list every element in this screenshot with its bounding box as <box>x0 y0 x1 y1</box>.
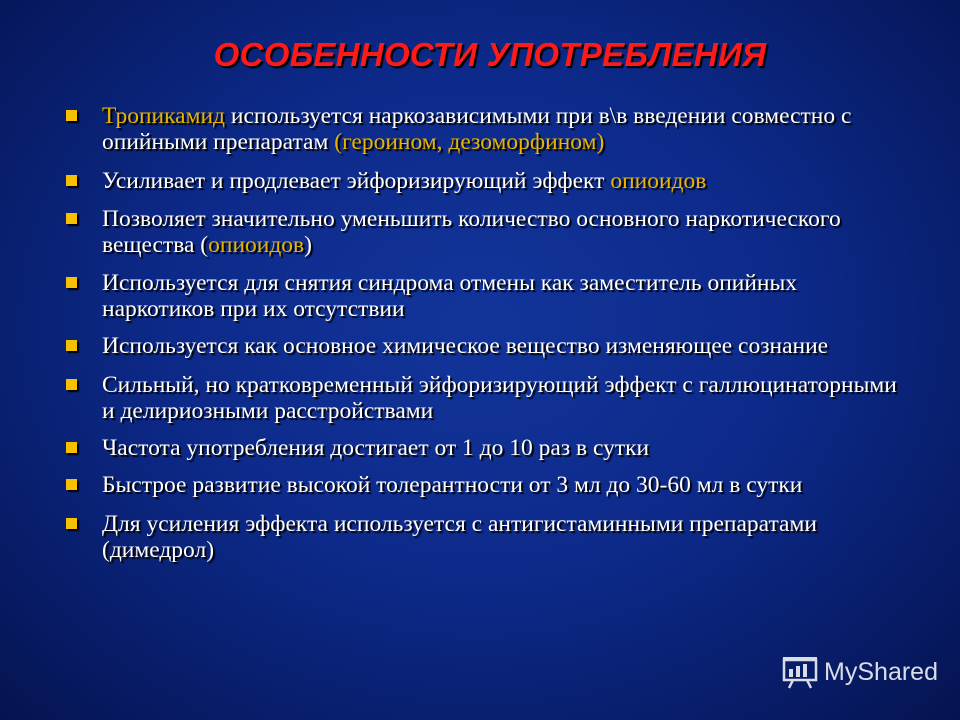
bullet-text: Используется для снятия синдрома отмены как заместитель опийных наркотиков при их отсутствии <box>102 270 798 322</box>
bullet-square-icon <box>66 110 77 121</box>
bullet-text: ) <box>304 232 312 258</box>
bullet-square-icon <box>66 379 77 390</box>
bullet-text: используется наркозависимыми при в\в введении совместно с опийными препаратам <box>102 103 852 155</box>
highlighted-text: (героином, дезоморфином) <box>334 129 605 155</box>
watermark-text: MyShared <box>824 657 938 686</box>
highlighted-text: Тропикамид <box>102 103 226 129</box>
bullet-item <box>66 372 906 424</box>
highlighted-text: опиоидов <box>208 232 305 258</box>
bullet-text: Для усиления эффекта используется с антигистаминными препаратами (димедрол) <box>102 511 817 563</box>
bullet-square-icon <box>66 518 77 529</box>
bullet-square-icon <box>66 442 77 453</box>
presentation-board-icon <box>782 655 818 689</box>
bullet-square-icon <box>66 340 77 351</box>
bullet-square-icon <box>66 175 77 186</box>
slide-title: ОСОБЕННОСТИ УПОТРЕБЛЕНИЯ <box>213 36 767 73</box>
bullet-text: Усиливает и продлевает эйфоризирующий эффект <box>102 168 611 194</box>
watermark-logo <box>782 655 938 689</box>
bullet-item <box>66 270 906 322</box>
bullet-item <box>66 472 906 498</box>
bullet-item <box>66 435 906 461</box>
bullet-square-icon <box>66 479 77 490</box>
bullet-text: Позволяет значительно уменьшить количество основного наркотического вещества ( <box>102 206 841 258</box>
bullet-item <box>66 103 906 155</box>
bullet-text: Быстрое развитие высокой толерантности от 3 мл до 30-60 мл в сутки <box>102 472 803 498</box>
bullet-text: Используется как основное химическое вещество изменяющее сознание <box>102 333 829 359</box>
highlighted-text: опиоидов <box>610 168 707 194</box>
bullet-item <box>66 168 906 194</box>
bullet-list <box>66 103 906 563</box>
bullet-item <box>66 333 906 359</box>
bullet-item <box>66 511 906 563</box>
bullet-item <box>66 206 906 258</box>
bullet-text: Частота употребления достигает от 1 до 10 раз в сутки <box>102 435 650 461</box>
bullet-square-icon <box>66 213 77 224</box>
bullet-text: Сильный, но кратковременный эйфоризирующий эффект с галлюцинаторными и делириозными расстройствами <box>102 372 897 424</box>
bullet-square-icon <box>66 277 77 288</box>
